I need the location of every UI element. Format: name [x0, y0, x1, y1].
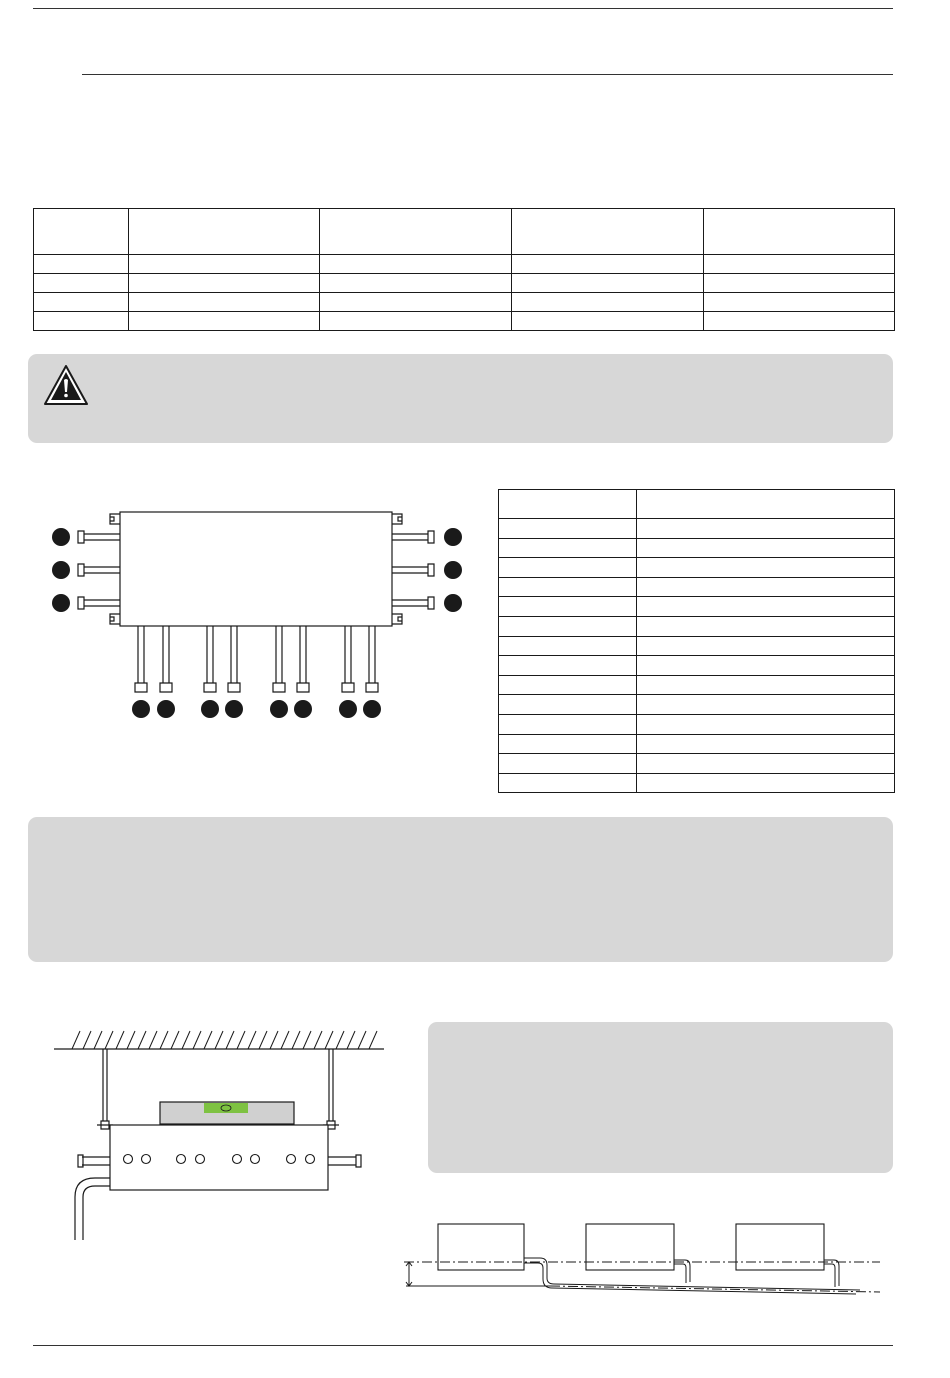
connection_legend-row: [499, 754, 895, 774]
connection_legend-row: [499, 695, 895, 715]
pipe-stub: [392, 597, 434, 609]
spec_table-cell: [512, 293, 704, 312]
connection-marker: [270, 700, 288, 718]
pipe-stub: [228, 626, 240, 692]
connection-marker: [52, 528, 70, 546]
spec_table-cell: [512, 274, 704, 293]
pipe-stub: [297, 626, 309, 692]
section-rule: [82, 74, 893, 75]
spec_table-cell: [34, 293, 129, 312]
connection_legend-row: [499, 538, 895, 558]
connection_legend-row: [499, 519, 895, 539]
spec_table-cell: [704, 255, 895, 274]
pipe-stub: [392, 531, 434, 543]
connection_legend-row: [499, 597, 895, 617]
connection_legend-cell: [499, 558, 637, 578]
spec_table-cell: [704, 293, 895, 312]
installation-note-panel: [428, 1022, 893, 1173]
spec_table-cell: [320, 312, 512, 331]
connection-marker: [52, 561, 70, 579]
connection_legend-row: [499, 714, 895, 734]
connection_legend-cell: [637, 597, 895, 617]
spec_table-cell: [704, 274, 895, 293]
connection_legend-cell: [637, 714, 895, 734]
spec_table-cell: [129, 293, 320, 312]
connection-marker: [444, 594, 462, 612]
port-circle: [251, 1155, 260, 1164]
indoor-unit-box: [438, 1224, 524, 1270]
spec_table-header-row: [34, 209, 895, 255]
top-rule: [33, 8, 893, 9]
spec_table-cell: [129, 274, 320, 293]
connection-marker: [363, 700, 381, 718]
connection_legend-cell: [637, 734, 895, 754]
connection-marker: [294, 700, 312, 718]
connection-marker: [339, 700, 357, 718]
connection_legend-row: [499, 656, 895, 676]
spec_table-cell: [129, 255, 320, 274]
connection-marker: [52, 594, 70, 612]
spec_table-cell: [34, 274, 129, 293]
spec_table-header-cell: [704, 209, 895, 255]
connection_legend-cell: [637, 538, 895, 558]
connection_legend-cell: [499, 773, 637, 793]
connection_legend-cell: [499, 636, 637, 656]
spec_table-row: [34, 312, 895, 331]
pipe-stub: [160, 626, 172, 692]
connection_legend-cell: [499, 656, 637, 676]
connection_legend-cell: [499, 714, 637, 734]
connection_legend-cell: [499, 538, 637, 558]
spec_table-row: [34, 255, 895, 274]
connection_legend-row: [499, 734, 895, 754]
pipe-stub: [366, 626, 378, 692]
connection_legend-row: [499, 675, 895, 695]
spec_table-cell: [320, 293, 512, 312]
warning-panel: [28, 354, 893, 443]
spec_table-header-cell: [512, 209, 704, 255]
spec_table-cell: [320, 255, 512, 274]
spec_table-header-cell: [129, 209, 320, 255]
connection_legend-cell: [499, 734, 637, 754]
connection-marker: [225, 700, 243, 718]
connection-marker: [132, 700, 150, 718]
pipe-stub: [78, 597, 120, 609]
connection-marker: [444, 561, 462, 579]
pipe-stub: [78, 531, 120, 543]
connection_legend-cell: [637, 636, 895, 656]
pipe-stub: [273, 626, 285, 692]
pipe-stub: [135, 626, 147, 692]
connection_legend-header-row: [499, 490, 895, 519]
connection_legend-cell: [499, 754, 637, 774]
port-circle: [233, 1155, 242, 1164]
spec_table-cell: [34, 255, 129, 274]
spec_table-row: [34, 293, 895, 312]
connection-marker: [157, 700, 175, 718]
connection_legend-cell: [637, 695, 895, 715]
spec_table-cell: [704, 312, 895, 331]
connection_legend-cell: [637, 616, 895, 636]
port-circle: [124, 1155, 133, 1164]
port-circle: [142, 1155, 151, 1164]
drain-slope-diagram: [400, 1220, 890, 1300]
connection_legend-cell: [499, 519, 637, 539]
right-pipe-stubs: [392, 528, 462, 612]
port-circle: [177, 1155, 186, 1164]
distributor-connection-diagram: [48, 500, 468, 730]
connection_legend-row: [499, 577, 895, 597]
bottom-rule: [33, 1345, 893, 1346]
connection_legend-row: [499, 616, 895, 636]
connection_legend-row: [499, 558, 895, 578]
connection-marker: [201, 700, 219, 718]
connection_legend-cell: [499, 577, 637, 597]
port-circle: [287, 1155, 296, 1164]
connection_legend-row: [499, 773, 895, 793]
spirit-level-icon: [204, 1103, 248, 1113]
spec_table-cell: [512, 255, 704, 274]
connection-legend-table: [498, 489, 895, 793]
pipe-stub: [342, 626, 354, 692]
spec_table-cell: [34, 312, 129, 331]
indoor-unit-box: [586, 1224, 674, 1270]
bottom-pipe-stubs: [132, 626, 381, 718]
connection-marker: [444, 528, 462, 546]
specification-table: [33, 208, 895, 331]
warning-triangle-icon: [43, 364, 89, 406]
ceiling-installation-diagram: [50, 1025, 390, 1245]
connection_legend-header-cell: [499, 490, 637, 519]
pipe-stub: [392, 564, 434, 576]
connection_legend-cell: [637, 754, 895, 774]
connection_legend-cell: [637, 773, 895, 793]
spec_table-header-cell: [320, 209, 512, 255]
connection_legend-cell: [499, 616, 637, 636]
note-panel: [28, 817, 893, 962]
connection_legend-cell: [499, 597, 637, 617]
port-circle: [306, 1155, 315, 1164]
indoor-unit-box: [736, 1224, 824, 1270]
connection_legend-header-cell: [637, 490, 895, 519]
pipe-stub: [78, 564, 120, 576]
spec_table-cell: [512, 312, 704, 331]
spec_table-cell: [129, 312, 320, 331]
ceiling-hatch: [72, 1031, 377, 1049]
connection_legend-cell: [637, 675, 895, 695]
connection_legend-row: [499, 636, 895, 656]
spec_table-row: [34, 274, 895, 293]
spec_table-cell: [320, 274, 512, 293]
port-circle: [196, 1155, 205, 1164]
connection_legend-cell: [499, 675, 637, 695]
connection_legend-cell: [637, 558, 895, 578]
left-pipe-stubs: [52, 528, 120, 612]
spec_table-header-cell: [34, 209, 129, 255]
connection_legend-cell: [499, 695, 637, 715]
pipe-stub: [204, 626, 216, 692]
connection_legend-cell: [637, 577, 895, 597]
connection_legend-cell: [637, 656, 895, 676]
connection_legend-cell: [637, 519, 895, 539]
